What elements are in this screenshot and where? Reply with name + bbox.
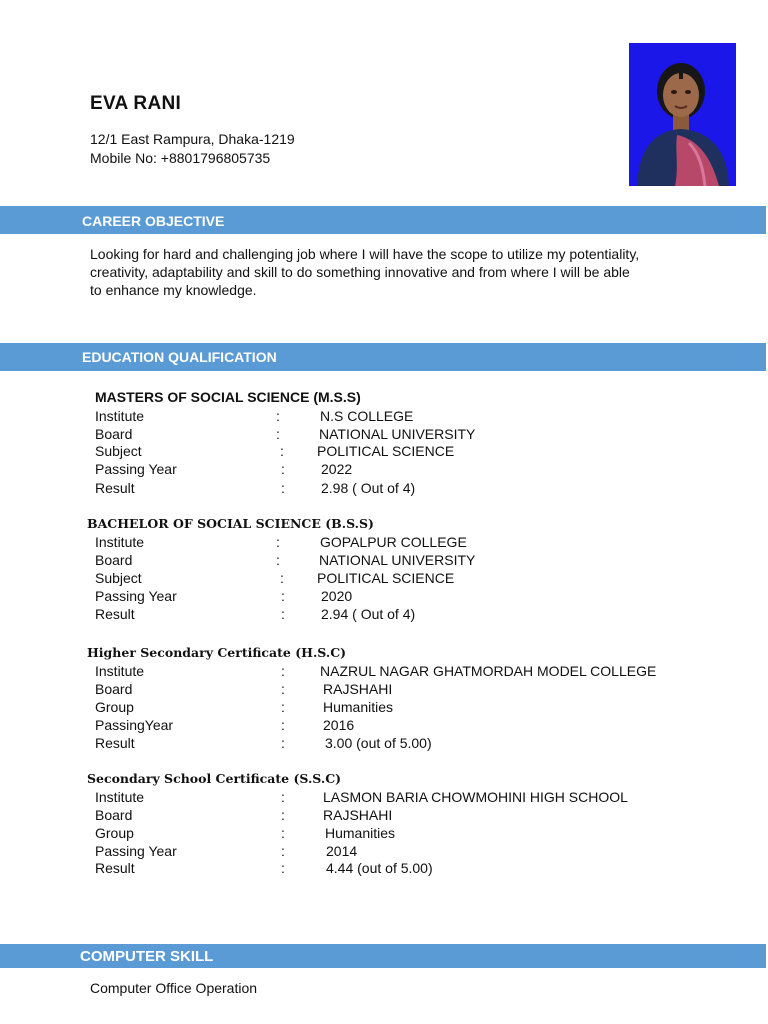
career-objective-band bbox=[0, 206, 766, 234]
row-label: Institute bbox=[95, 534, 145, 550]
row-value: 2014 bbox=[326, 843, 358, 859]
person-portrait-icon bbox=[629, 43, 736, 186]
row-colon: : bbox=[281, 843, 285, 859]
degree-title: Higher Secondary Certificate (H.S.C) bbox=[87, 645, 347, 660]
row-label: Institute bbox=[95, 408, 145, 424]
row-colon: : bbox=[281, 681, 285, 697]
row-value: 3.00 (out of 5.00) bbox=[325, 735, 432, 751]
computer-skill-item: Computer Office Operation bbox=[90, 980, 258, 996]
row-label: Board bbox=[95, 807, 133, 823]
row-colon: : bbox=[281, 735, 285, 751]
education-band bbox=[0, 343, 766, 371]
row-colon: : bbox=[281, 807, 285, 823]
education-heading: EDUCATION QUALIFICATION bbox=[82, 349, 277, 365]
row-colon: : bbox=[276, 552, 280, 568]
row-value: POLITICAL SCIENCE bbox=[317, 443, 455, 459]
row-colon: : bbox=[276, 534, 280, 550]
row-value: Humanities bbox=[323, 699, 394, 715]
computer-skill-band bbox=[0, 944, 766, 968]
row-colon: : bbox=[281, 588, 285, 604]
career-objective-heading: CAREER OBJECTIVE bbox=[82, 213, 225, 229]
row-value: 2020 bbox=[321, 588, 353, 604]
row-value: NATIONAL UNIVERSITY bbox=[319, 552, 476, 568]
candidate-name: EVA RANI bbox=[90, 93, 182, 114]
degree-title: MASTERS OF SOCIAL SCIENCE (M.S.S) bbox=[95, 389, 361, 405]
row-value: 2022 bbox=[321, 461, 353, 477]
degree-title: BACHELOR OF SOCIAL SCIENCE (B.S.S) bbox=[87, 516, 374, 531]
row-label: Institute bbox=[95, 789, 145, 805]
career-objective-line: creativity, adaptability and skill to do something innovative and from where I will be able bbox=[90, 264, 630, 280]
address-line: 12/1 East Rampura, Dhaka-1219 bbox=[90, 131, 295, 147]
row-value: GOPALPUR COLLEGE bbox=[320, 534, 467, 550]
computer-skill-heading: COMPUTER SKILL bbox=[80, 948, 214, 965]
row-value: 2.94 ( Out of 4) bbox=[321, 606, 416, 622]
row-value: NAZRUL NAGAR GHATMORDAH MODEL COLLEGE bbox=[320, 663, 657, 679]
row-label: Group bbox=[95, 825, 134, 841]
row-label: Result bbox=[95, 606, 135, 622]
row-label: Passing Year bbox=[95, 843, 177, 859]
row-colon: : bbox=[281, 789, 285, 805]
row-label: Subject bbox=[95, 443, 142, 459]
row-colon: : bbox=[281, 461, 285, 477]
row-colon: : bbox=[281, 606, 285, 622]
row-colon: : bbox=[281, 480, 285, 496]
row-value: RAJSHAHI bbox=[323, 681, 393, 697]
row-value: POLITICAL SCIENCE bbox=[317, 570, 455, 586]
row-value: RAJSHAHI bbox=[323, 807, 393, 823]
row-value: 2.98 ( Out of 4) bbox=[321, 480, 416, 496]
row-colon: : bbox=[276, 408, 280, 424]
row-value: 4.44 (out of 5.00) bbox=[326, 860, 433, 876]
row-label: Passing Year bbox=[95, 588, 177, 604]
row-label: Board bbox=[95, 681, 133, 697]
row-value: Humanities bbox=[325, 825, 396, 841]
degree-title: Secondary School Certificate (S.S.C) bbox=[87, 771, 342, 786]
career-objective-line: to enhance my knowledge. bbox=[90, 282, 257, 298]
row-colon: : bbox=[281, 663, 285, 679]
row-label: Passing Year bbox=[95, 461, 177, 477]
row-label: Result bbox=[95, 480, 135, 496]
row-colon: : bbox=[281, 717, 285, 733]
row-label: Subject bbox=[95, 570, 142, 586]
row-colon: : bbox=[281, 699, 285, 715]
row-colon: : bbox=[281, 860, 285, 876]
career-objective-line: Looking for hard and challenging job where I will have the scope to utilize my potentiality, bbox=[90, 246, 640, 262]
row-label: Board bbox=[95, 552, 133, 568]
row-label: Result bbox=[95, 735, 135, 751]
row-value: N.S COLLEGE bbox=[320, 408, 414, 424]
career-objective-text bbox=[90, 245, 690, 299]
row-value: NATIONAL UNIVERSITY bbox=[319, 426, 476, 442]
row-colon: : bbox=[276, 426, 280, 442]
row-value: 2016 bbox=[323, 717, 355, 733]
row-label: Institute bbox=[95, 663, 145, 679]
row-label: Group bbox=[95, 699, 134, 715]
row-colon: : bbox=[280, 570, 284, 586]
row-label: Board bbox=[95, 426, 133, 442]
mobile-line: Mobile No: +8801796805735 bbox=[90, 150, 271, 166]
row-value: LASMON BARIA CHOWMOHINI HIGH SCHOOL bbox=[323, 789, 628, 805]
row-colon: : bbox=[280, 443, 284, 459]
row-label: PassingYear bbox=[95, 717, 174, 733]
profile-photo bbox=[629, 43, 736, 186]
row-label: Result bbox=[95, 860, 135, 876]
row-colon: : bbox=[281, 825, 285, 841]
